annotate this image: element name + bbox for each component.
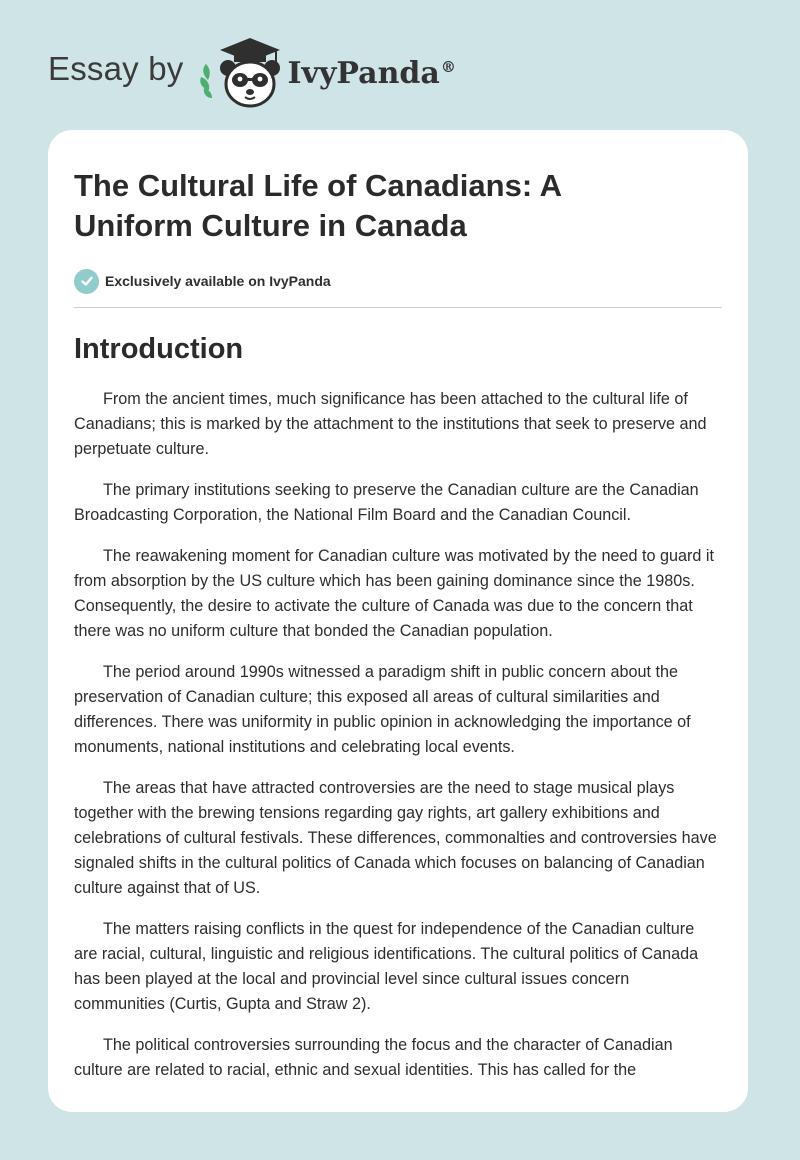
paragraph: From the ancient times, much significance has been attached to the cultural life of Canadians; this is marked by the attachment to the institutions that seek to preserve and perpetuate culture.	[74, 390, 707, 458]
paragraph: The political controversies surrounding the focus and the character of Canadian culture are related to racial, ethnic and sexual identities. This has called for the	[74, 1036, 673, 1079]
site-header	[48, 34, 456, 110]
registered-mark: ®	[440, 57, 456, 76]
essay-title: The Cultural Life of Canadians: A Uniform Culture in Canada	[74, 168, 561, 243]
panda-graduate-icon[interactable]	[198, 34, 284, 110]
paragraph: The matters raising conflicts in the quest for independence of the Canadian culture are racial, cultural, linguistic and religious identifications. The cultural politics of Canada has been played at the local and provincial level since cultural issues concern communities (Curtis, Gupta and Straw 2).	[74, 920, 699, 1013]
checkmark-icon	[74, 269, 99, 294]
brand-prefix: Essay by	[48, 50, 184, 87]
divider	[74, 307, 722, 308]
essay-body	[74, 387, 722, 1083]
brand-name[interactable]	[288, 56, 456, 91]
brand-name-text: IvyPanda	[287, 55, 440, 91]
exclusive-badge	[74, 268, 722, 294]
paragraph: The reawakening moment for Canadian culture was motivated by the need to guard it from absorption by the US culture which has been gaining dominance since the 1980s. Consequently, the desire to activate the culture of Canada was due to the concern that there was no uniform culture that bonded the Canadian population.	[74, 547, 714, 640]
paragraph: The primary institutions seeking to preserve the Canadian culture are the Canadian Broadcasting Corporation, the National Film Board and the Canadian Council.	[74, 481, 699, 524]
paragraph: The areas that have attracted controversies are the need to stage musical plays together with the brewing tensions regarding gay rights, art gallery exhibitions and celebrations of cultural festivals. These differences, commonalties and controversies have signaled shifts in the cultural politics of Canada which focuses on balancing of Canadian culture against that of US.	[74, 779, 717, 897]
essay-card	[48, 130, 748, 1112]
badge-text: Exclusively available on IvyPanda	[105, 273, 331, 289]
paragraph: The period around 1990s witnessed a paradigm shift in public concern about the preservation of Canadian culture; this exposed all areas of cultural similarities and differences. There was uniformity in public opinion in acknowledging the importance of monuments, national institutions and celebrating local events.	[74, 663, 691, 756]
section-heading: Introduction	[74, 333, 244, 365]
